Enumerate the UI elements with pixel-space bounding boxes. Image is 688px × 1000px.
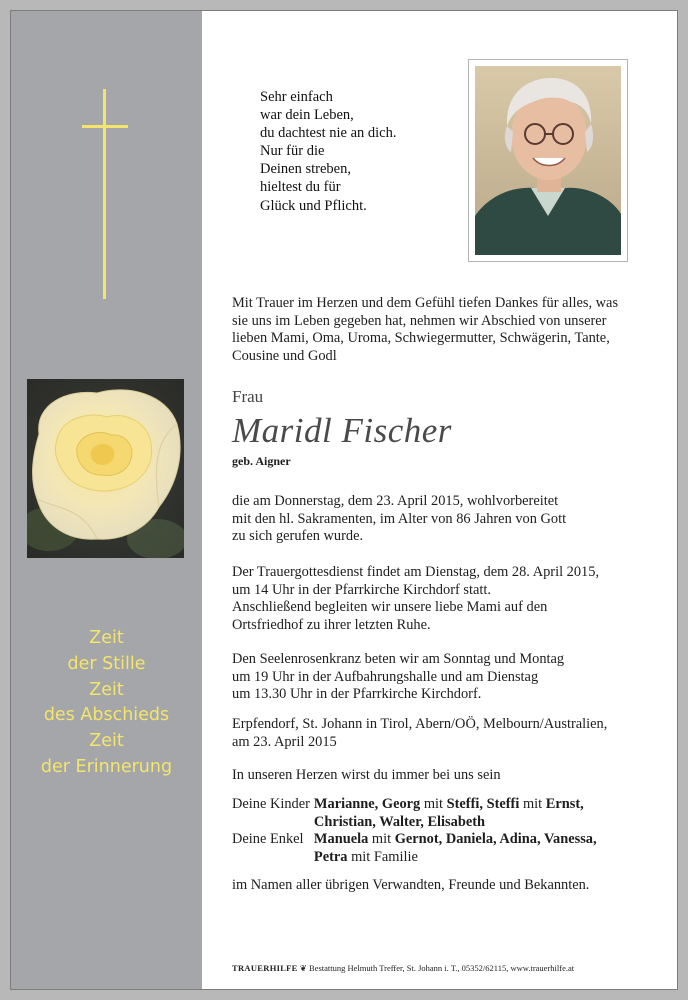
sidebar — [11, 11, 202, 989]
name-run: Gernot, Daniela, Adina, Vanessa, — [394, 831, 597, 848]
rosary-line: um 13.30 Uhr in der Pfarrkirche Kirchdorf. — [232, 686, 482, 703]
rosary-info — [232, 651, 642, 704]
grandchildren-line — [314, 831, 597, 849]
verse-line: Zeit — [89, 628, 124, 648]
poem-line: Nur für die — [260, 143, 325, 160]
text-run: mit Familie — [347, 848, 418, 865]
deceased-title: Frau — [232, 387, 264, 406]
place-line: Erpfendorf, St. Johann in Tirol, Abern/OÖ, Melbourn/Australien, — [232, 716, 608, 732]
cross-icon — [82, 89, 130, 299]
leaf-icon: ❦ — [299, 963, 307, 973]
family-list — [232, 796, 597, 866]
notice-line: zu sich gerufen wurde. — [232, 528, 364, 545]
poem — [260, 88, 397, 215]
obituary-card — [10, 10, 678, 990]
footer — [232, 963, 574, 974]
grandchildren-label: Deine Enkel — [232, 831, 304, 848]
children-line — [314, 814, 597, 832]
poem-line: Sehr einfach — [260, 89, 333, 105]
footer-brand: TRAUERHILFE — [232, 963, 298, 973]
verse-line: der Erinnerung — [40, 756, 173, 777]
text-run: mit — [519, 796, 546, 812]
poem-line: Glück und Pflicht. — [260, 197, 367, 214]
deceased-name: Maridl Fischer — [232, 411, 452, 450]
closing-line: In unseren Herzen wirst du immer bei uns sein — [232, 767, 501, 783]
text-run: mit — [368, 831, 395, 848]
children-line — [314, 796, 597, 814]
rose-image — [27, 379, 184, 558]
verse-line: Zeit — [89, 731, 124, 752]
verse-line: der Stille — [67, 653, 146, 674]
death-notice — [232, 493, 642, 546]
maiden-name: geb. Aigner — [232, 454, 291, 468]
poem-line: Deinen streben, — [260, 161, 351, 178]
name-run: Christian, Walter, Elisabeth — [313, 813, 486, 830]
funeral-line: um 14 Uhr in der Pfarrkirche Kirchdorf statt. — [232, 581, 491, 598]
poem-line: war dein Leben, — [260, 107, 354, 124]
rosary-line: Den Seelenrosenkranz beten wir am Sonntag und Montag — [232, 651, 565, 667]
grandchildren-line — [314, 849, 597, 867]
verse-line: des Abschieds — [43, 705, 170, 726]
verse-line: Zeit — [89, 679, 124, 700]
notice-line: mit den hl. Sakramenten, im Alter von 86 Jahren von Gott — [232, 510, 567, 527]
intro-line: Cousine und Godl — [232, 347, 337, 364]
relatives-line: im Namen aller übrigen Verwandten, Freunde und Bekannten. — [232, 877, 590, 893]
place-line: am 23. April 2015 — [232, 733, 337, 750]
funeral-line: Ortsfriedhof zu ihrer letzten Ruhe. — [232, 616, 431, 633]
portrait-photo — [468, 59, 628, 262]
intro-line: sie uns im Leben gegeben hat, nehmen wir Abschied von unserer — [232, 312, 607, 329]
children-label: Deine Kinder — [232, 796, 310, 812]
intro-text — [232, 295, 642, 365]
name-run: Marianne, Georg — [313, 796, 421, 812]
sidebar-verse — [11, 626, 202, 781]
funeral-line: Der Trauergottesdienst findet am Dienstag, dem 28. April 2015, — [232, 564, 600, 580]
footer-text: Bestattung Helmuth Treffer, St. Johann i. T., 05352/62115, www.trauerhilfe.at — [309, 963, 575, 973]
text-run: mit — [420, 796, 447, 812]
funeral-info — [232, 564, 642, 634]
intro-line: Mit Trauer im Herzen und dem Gefühl tiefen Dankes für alles, was — [232, 295, 619, 311]
name-run: Ernst, — [545, 796, 584, 812]
intro-line: lieben Mami, Oma, Uroma, Schwiegermutter, Schwägerin, Tante, — [232, 330, 610, 347]
name-run: Manuela — [313, 831, 369, 848]
notice-line: die am Donnerstag, dem 23. April 2015, wohlvorbereitet — [232, 493, 559, 509]
rosary-line: um 19 Uhr in der Aufbahrungshalle und am Dienstag — [232, 668, 539, 685]
poem-line: hieltest du für — [260, 179, 341, 196]
name-run: Steffi, Steffi — [446, 796, 520, 812]
place-date — [232, 716, 642, 751]
poem-line: du dachtest nie an dich. — [260, 125, 397, 142]
funeral-line: Anschließend begleiten wir unsere liebe Mami auf den — [232, 599, 548, 616]
name-run: Petra — [313, 848, 348, 865]
